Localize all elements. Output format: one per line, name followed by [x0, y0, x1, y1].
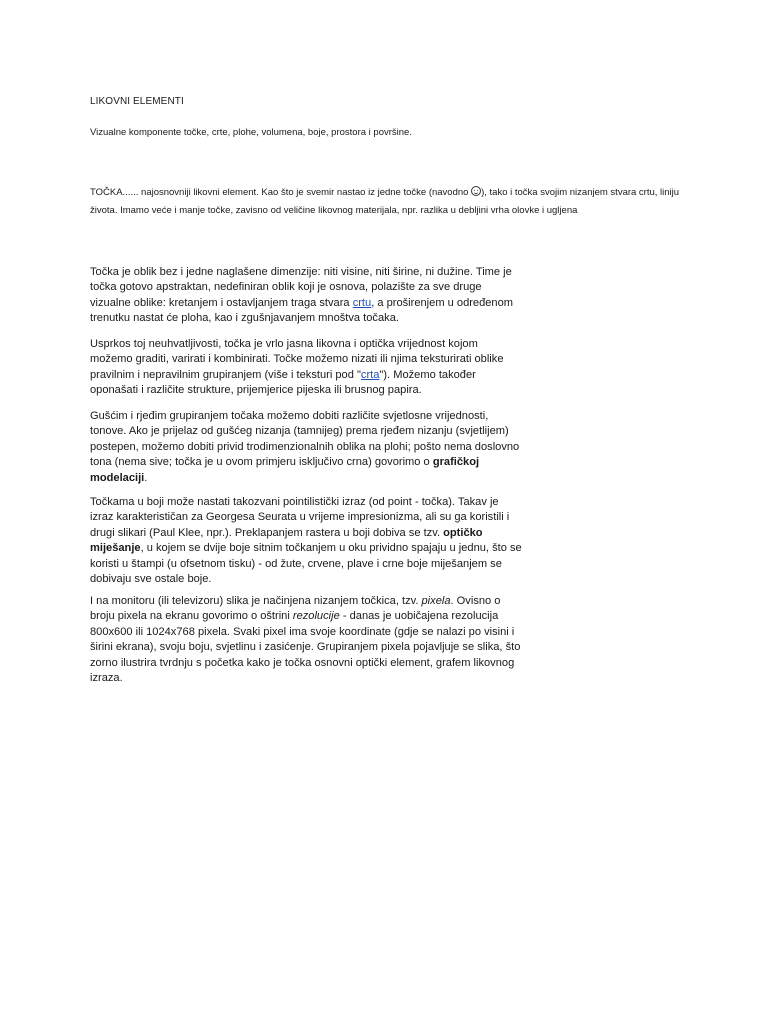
p1-text2: , a proširenjem u određenom trenutku nastat će ploha, kao i zgušnjavanjem mnoštva točaka.: [90, 296, 514, 325]
intro-paragraph: [90, 184, 680, 220]
p5-text3: - danas je uobičajena rezolucija 800x600 ili 1024x768 pixela. Svaki pixel ima svoje koordinate (gdje se nalazi po visini i širini ekrana), svoju boju, svjetlinu i zasićenje. Grupiranjem pixela pojavljuje se slika, što zorno ilustrira tvrdnju s početka kako je točka osnovni optički element, grafem likovnog izraza.: [90, 610, 521, 685]
p2-text2: "). Možemo također oponašati i različite strukture, prijemjerice pijeska ili brusnog papira.: [90, 368, 476, 397]
paragraph-2: [90, 337, 522, 399]
p5-italic-pixela: pixela: [421, 595, 451, 607]
crta-link[interactable]: crta: [360, 368, 380, 381]
crtu-link[interactable]: crtu: [352, 296, 372, 309]
p5-text2: . Ovisno o broju pixela na ekranu govorimo o oštrini: [90, 595, 501, 623]
p4-text2: , u kojem se dvije boje sitnim točkanjem u oku prividno spajaju u jednu, što se koristi u štampi (u ofsetnom tisku) - od žute, crvene, plave i crne boje miješanjem se dobivaju sve ostale boje.: [90, 542, 522, 586]
p5-italic-rezolucije: rezolucije: [292, 610, 340, 623]
paragraph-1: [90, 265, 522, 327]
p2-text1: Usprkos toj neuhvatljivosti, točka je vrlo jasna likovna i optička vrijednost kojom možemo graditi, varirati i kombinirati. Točke možemo nizati ili njima teksturirati oblike pravilnim i nepravilnim grupiranjem (više i teksturi pod ": [90, 338, 504, 381]
page-subtitle: Vizualne komponente točke, crte, plohe, volumena, boje, prostora i površine.: [90, 127, 412, 138]
intro-text-part2: ), tako i točka svojim nizanjem stvara crtu, liniju života. Imamo veće i manje točke, zavisno od veličine likovnog materijala, npr. razlika u debljini vrha olovke i ugljena: [90, 187, 680, 216]
paragraph-3: [90, 409, 522, 486]
paragraph-5: [90, 594, 522, 686]
p4-bold-term: optičko miješanje: [90, 526, 483, 555]
intro-text-part1: TOČKA...... najosnovniji likovni element. Kao što je svemir nastao iz jedne točke (navodno: [90, 187, 472, 198]
p4-text1: Točkama u boji može nastati takozvani pointilistički izraz (od point - točka). Takav je izraz karakterističan za Georgesa Seurata u vrijeme impresionizma, ali su ga koristili i drugi slikari (Paul Klee, npr.). Preklapanjem rastera u boji dobiva se tzv.: [90, 496, 510, 539]
paragraph-4: [90, 495, 522, 587]
p5-text1: I na monitoru (ili televizoru) slika je načinjena nizanjem točkica, tzv.: [90, 595, 422, 607]
smiley-face-icon: [471, 186, 481, 196]
page-title: LIKOVNI ELEMENTI: [90, 96, 184, 107]
p3-bold-term: grafičkoj modelaciji: [90, 456, 480, 484]
p1-text1: Točka je oblik bez i jedne naglašene dimenzije: niti visine, niti širine, ni dužine. Time je točka gotovo apstraktan, nedefiniran oblik koji je osnova, polazište za sve druge vizualne oblike: kretanjem i ostavljanjem traga stvara: [90, 266, 512, 309]
p3-text2: .: [144, 471, 148, 484]
p3-text1: Gušćim i rjeđim grupiranjem točaka možemo dobiti različite svjetlosne vrijednosti, tonove. Ako je prijelaz od gušćeg nizanja (tamnijeg) prema rjeđem nizanju (svjetlijem) postepen, možemo dobiti privid trodimenzionalnih oblika na plohi; pošto nema doslovno tona (nema sive; točka je u ovom primjeru isključivo crna) govorimo o: [90, 410, 520, 469]
